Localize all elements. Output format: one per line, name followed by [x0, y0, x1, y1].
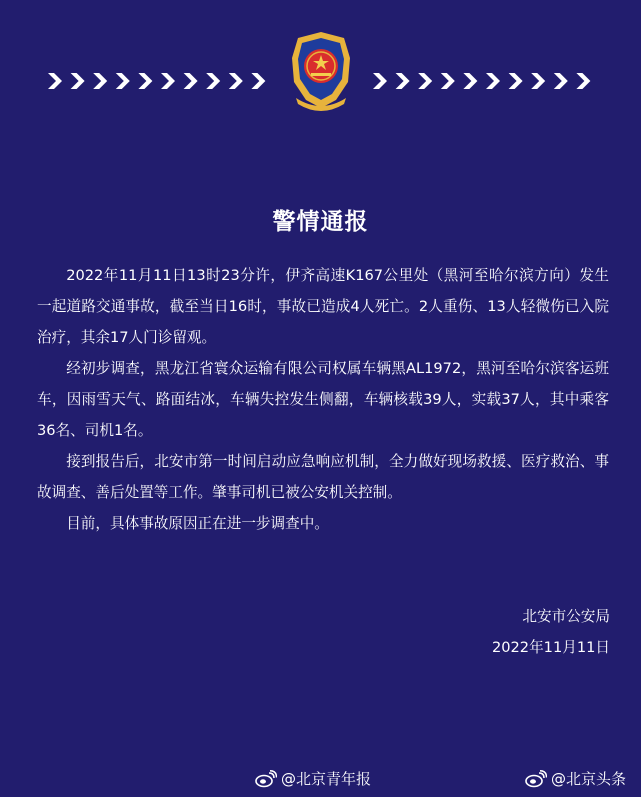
notice-body — [37, 260, 609, 539]
notice-title: 警情通报 — [272, 209, 369, 235]
chevron-icon — [396, 73, 410, 89]
chevron-icon — [531, 73, 545, 89]
paragraph-status: 目前，具体事故原因正在进一步调查中。 — [66, 515, 329, 532]
chevron-icon — [116, 73, 130, 89]
chevron-band — [45, 70, 271, 92]
watermark-bjqnb — [255, 768, 371, 789]
chevron-icon — [463, 73, 477, 89]
signature-date: 2022年11月11日 — [491, 639, 610, 656]
watermark-text: @北京头条 — [551, 770, 627, 788]
header-decor-right — [370, 70, 596, 92]
chevron-icon — [251, 73, 265, 89]
chevron-icon — [554, 73, 568, 89]
chevron-icon — [441, 73, 455, 89]
weibo-icon — [255, 770, 277, 788]
watermark-bjtt — [525, 768, 626, 789]
chevron-band — [370, 70, 596, 92]
paragraph-incident: 2022年11月11日13时23分许，伊齐高速K167公里处（黑河至哈尔滨方向）发生一起道路交通事故，截至当日16时，事故已造成4人死亡。2人重伤、13人轻微伤已入院治疗，其余17人门诊留观。 — [37, 267, 609, 346]
chevron-icon — [161, 73, 175, 89]
signature-org: 北安市公安局 — [522, 608, 610, 625]
header-decor-left — [45, 70, 271, 92]
watermark-text: @北京青年报 — [281, 770, 372, 788]
chevron-icon — [576, 73, 590, 89]
police-emblem-icon — [278, 28, 364, 114]
chevron-icon — [373, 73, 387, 89]
chevron-icon — [418, 73, 432, 89]
chevron-icon — [206, 73, 220, 89]
chevron-icon — [93, 73, 107, 89]
chevron-icon — [138, 73, 152, 89]
weibo-icon — [525, 770, 547, 788]
signature-block — [492, 601, 610, 663]
chevron-icon — [184, 73, 198, 89]
chevron-icon — [71, 73, 85, 89]
chevron-icon — [509, 73, 523, 89]
paragraph-response: 接到报告后，北安市第一时间启动应急响应机制，全力做好现场救援、医疗救治、事故调查、善后处置等工作。肇事司机已被公安机关控制。 — [37, 453, 609, 501]
chevron-icon — [48, 73, 62, 89]
paragraph-investigation: 经初步调查，黑龙江省寰众运输有限公司权属车辆黑AL1972，黑河至哈尔滨客运班车，因雨雪天气、路面结冰，车辆失控发生侧翻，车辆核载39人，实载37人，其中乘客36名、司机1名。 — [37, 360, 609, 439]
chevron-icon — [229, 73, 243, 89]
chevron-icon — [486, 73, 500, 89]
